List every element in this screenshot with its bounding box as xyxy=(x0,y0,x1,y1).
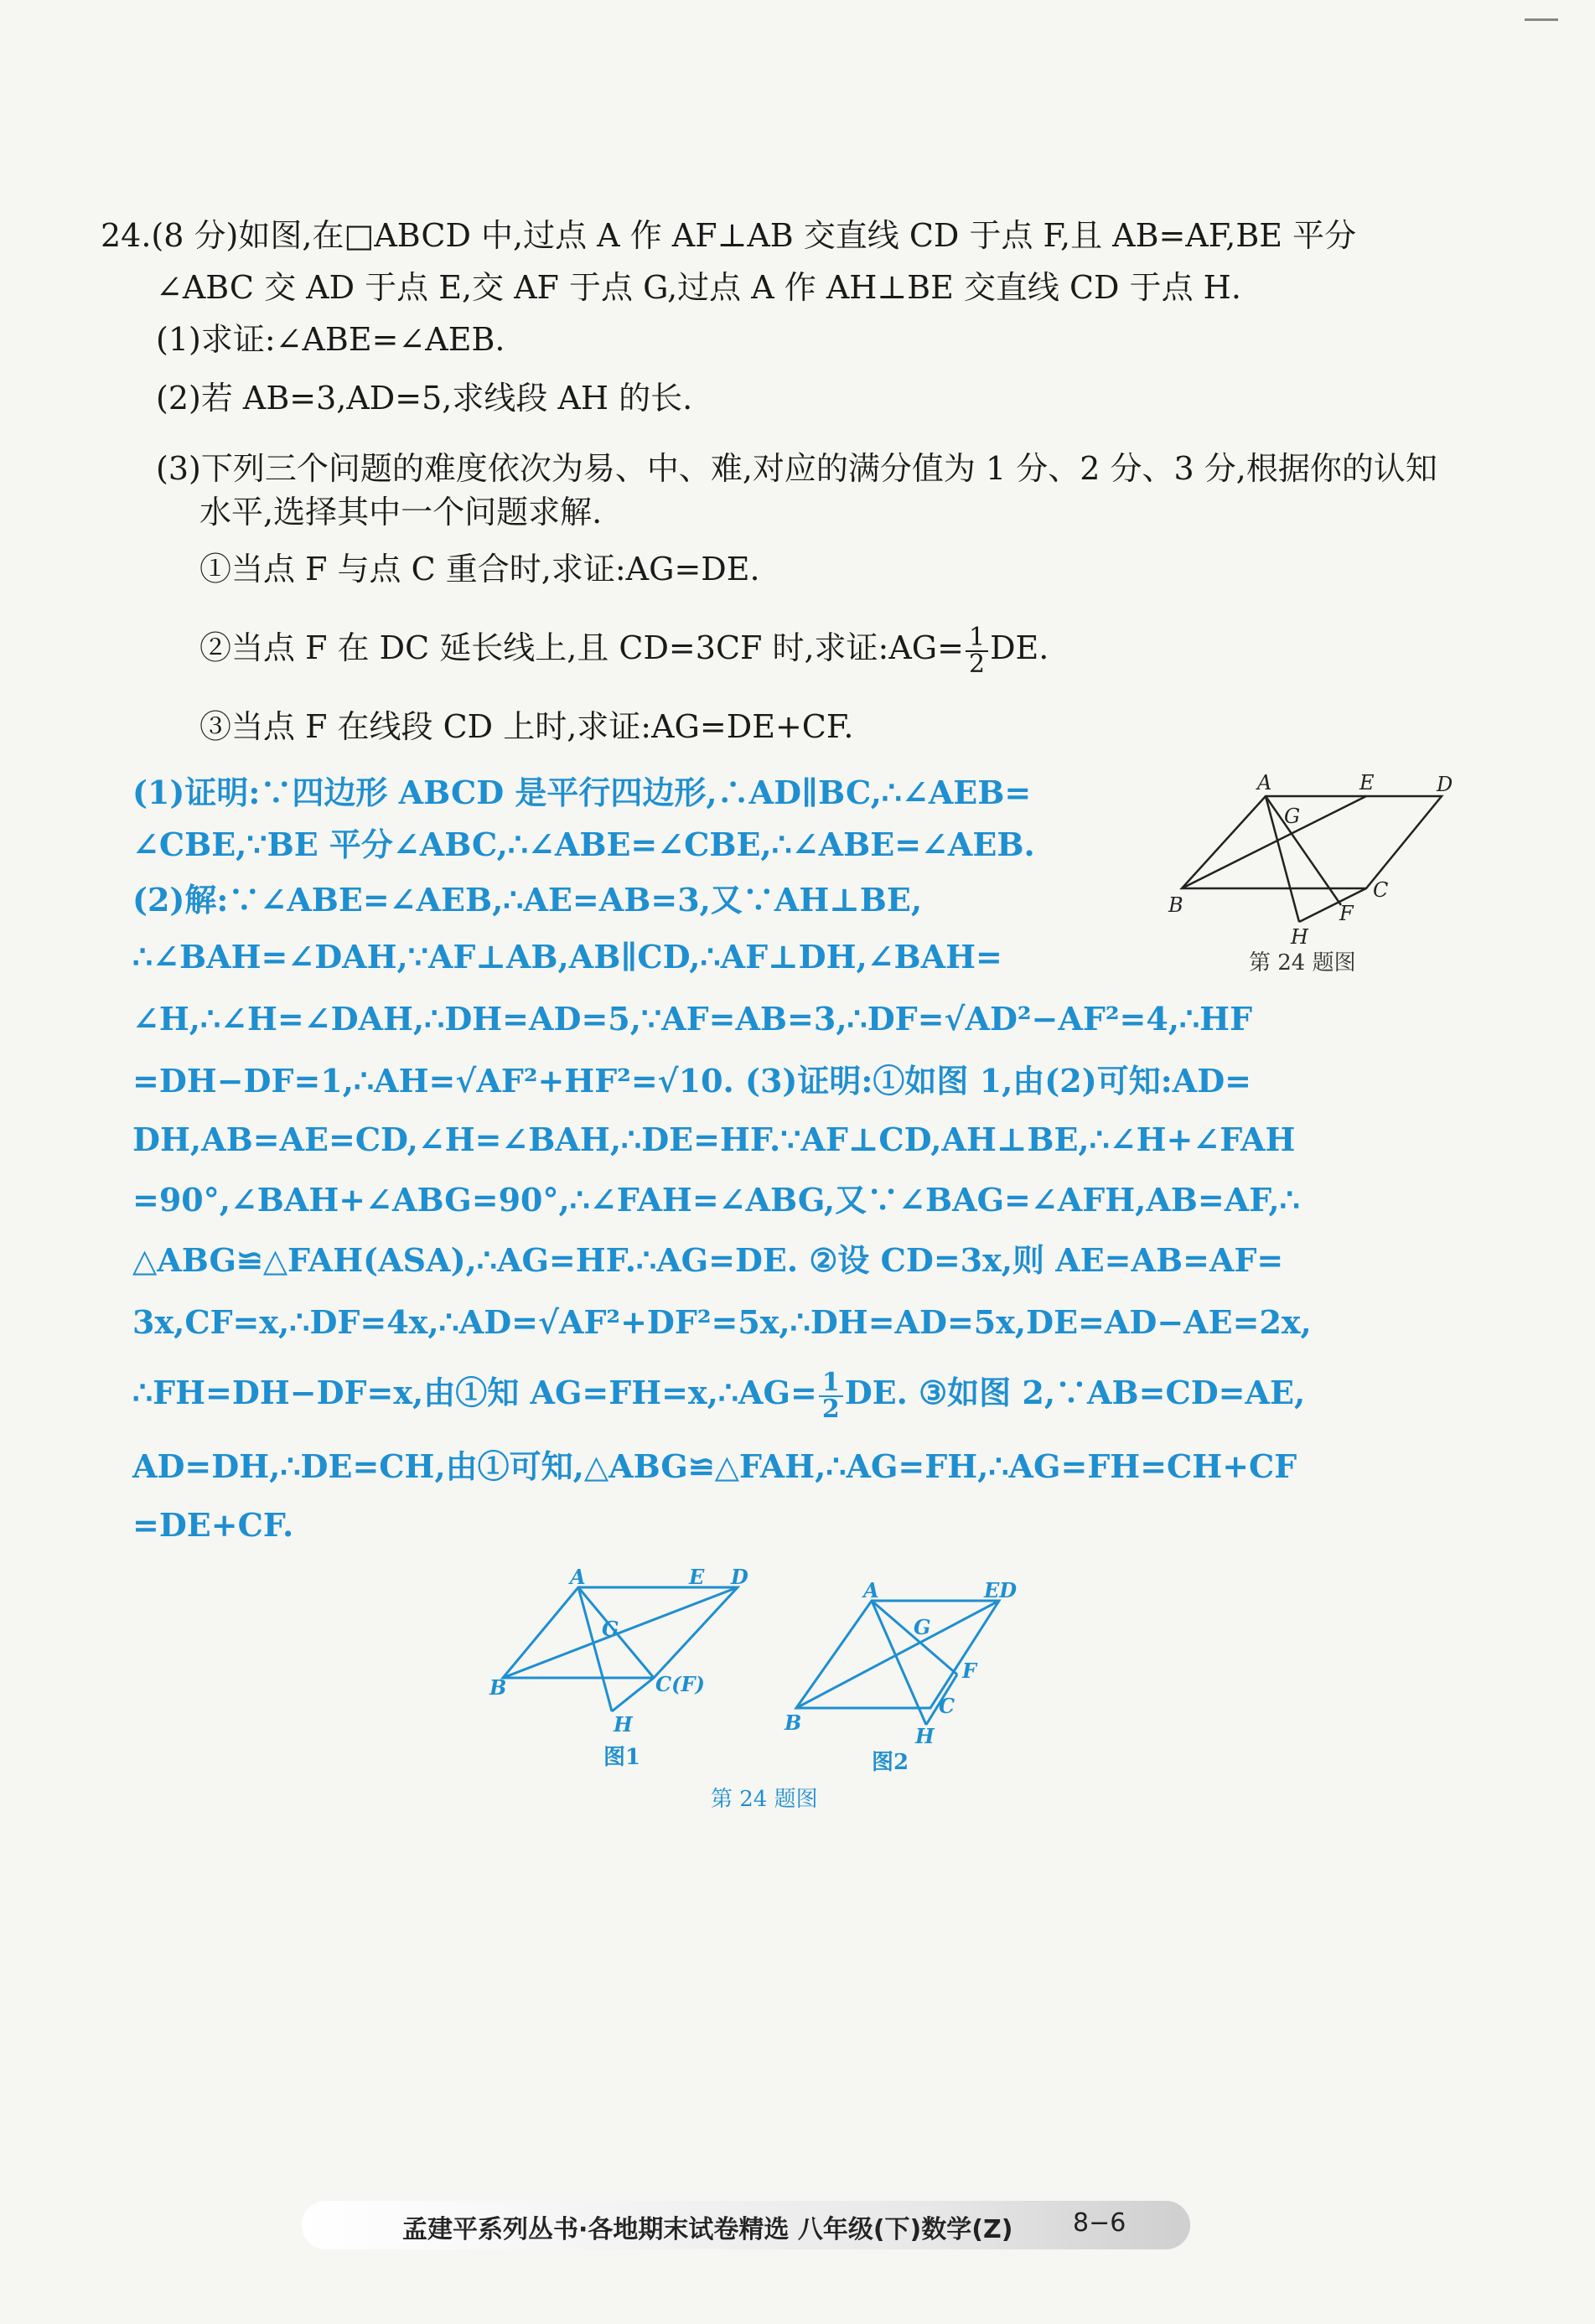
corner-mark xyxy=(1525,18,1558,21)
answer-line-10: 3x,CF=x,∴DF=4x,∴AD=√AF²+DF²=5x,∴DH=AD=5x,DE=AD−AE=2x, xyxy=(132,1303,1312,1341)
fig1-label-e: E xyxy=(689,1569,705,1589)
figure-1 xyxy=(478,1569,763,1737)
answer-line-13: =DE+CF. xyxy=(132,1506,294,1544)
fig1-label-g: G xyxy=(602,1617,619,1641)
main-label-b: B xyxy=(1168,893,1183,917)
answer-line-2: ∠CBE,∵BE 平分∠ABC,∴∠ABE=∠CBE,∴∠ABE=∠AEB. xyxy=(132,826,1035,863)
main-figure-caption: 第 24 题图 xyxy=(1249,950,1356,976)
footer-series: 孟建平系列丛书·各地期末试卷精选 八年级(下)数学(Z) xyxy=(402,2215,1013,2244)
question-part-1: (1)求证:∠ABE=∠AEB. xyxy=(156,321,505,358)
main-label-g: G xyxy=(1284,805,1301,828)
answer-line-6: =DH−DF=1,∴AH=√AF²+HF²=√10. (3)证明:①如图 1,由(2)可知:AD= xyxy=(132,1062,1252,1100)
answer-line-8: =90°,∠BAH+∠ABG=90°,∴∠FAH=∠ABG,又∵∠BAG=∠AFH,AB=AF,∴ xyxy=(132,1181,1300,1219)
answer-line-9: △ABG≌△FAH(ASA),∴AG=HF.∴AG=DE. ②设 CD=3x,则 AE=AB=AF= xyxy=(132,1241,1284,1279)
figure-2 xyxy=(779,1582,1031,1750)
fig1-label-b: B xyxy=(489,1675,507,1700)
fraction-half: $\frac{1}{2}$ xyxy=(966,625,988,677)
main-label-d: D xyxy=(1437,773,1453,796)
fig2-label-g: G xyxy=(914,1615,931,1639)
question-line-2: ∠ABC 交 AD 于点 E,交 AF 于点 G,过点 A 作 AH⊥BE 交直线 CD 于点 H. xyxy=(156,269,1241,306)
answer-line-1: (1)证明:∵四边形 ABCD 是平行四边形,∴AD∥BC,∴∠AEB= xyxy=(132,774,1032,811)
main-label-a: A xyxy=(1257,771,1272,795)
sub-question-2: ②当点 F 在 DC 延长线上,且 CD=3CF 时,求证:AG= $\frac{1}{2}$ DE. xyxy=(199,622,1049,679)
figure-1-caption: 图1 xyxy=(603,1745,641,1770)
figure-2-caption: 图2 xyxy=(872,1750,909,1775)
fig2-label-c: C xyxy=(939,1694,955,1718)
answer-fraction-half: $\frac{1}{2}$ xyxy=(819,1370,843,1422)
main-label-c: C xyxy=(1373,878,1389,902)
question-part-3: (3)下列三个问题的难度依次为易、中、难,对应的满分值为 1 分、2 分、3 分,根据你的认知 xyxy=(156,450,1437,487)
fig2-label-b: B xyxy=(785,1711,802,1735)
fig2-label-ed: ED xyxy=(984,1582,1018,1602)
fig2-label-h: H xyxy=(915,1724,935,1748)
page-number: 8−6 xyxy=(1073,2208,1126,2238)
answer-line-4: ∴∠BAH=∠DAH,∵AF⊥AB,AB∥CD,∴AF⊥DH,∠BAH= xyxy=(132,938,1002,976)
answer-line-11: ∴FH=DH−DF=x,由①知 AG=FH=x,∴AG= $\frac{1}{2}$ DE. ③如图 2,∵AB=CD=AE, xyxy=(132,1367,1306,1424)
question-part-2: (2)若 AB=3,AD=5,求线段 AH 的长. xyxy=(156,380,693,417)
sub-question-1: ①当点 F 与点 C 重合时,求证:AG=DE. xyxy=(199,551,760,587)
fig1-label-d: D xyxy=(731,1569,748,1589)
fig2-label-a: A xyxy=(863,1582,879,1602)
bottom-figure-caption: 第 24 题图 xyxy=(711,1787,818,1812)
fig2-label-f: F xyxy=(962,1659,977,1683)
main-label-f: F xyxy=(1339,902,1354,925)
sub-question-3: ③当点 F 在线段 CD 上时,求证:AG=DE+CF. xyxy=(199,708,854,745)
fig1-label-h: H xyxy=(614,1712,633,1737)
main-label-h: H xyxy=(1291,925,1308,947)
answer-line-3: (2)解:∵∠ABE=∠AEB,∴AE=AB=3,又∵AH⊥BE, xyxy=(132,881,923,919)
question-line-1: 24.(8 分)如图,在□ABCD 中,过点 A 作 AF⊥AB 交直线 CD 于点 F,且 AB=AF,BE 平分 xyxy=(101,217,1357,254)
fig1-label-a: A xyxy=(570,1569,586,1589)
answer-line-5: ∠H,∴∠H=∠DAH,∴DH=AD=5,∵AF=AB=3,∴DF=√AD²−AF²=4,∴HF xyxy=(132,1000,1253,1038)
answer-line-7: DH,AB=AE=CD,∠H=∠BAH,∴DE=HF.∵AF⊥CD,AH⊥BE,∴∠H+∠FAH xyxy=(132,1121,1296,1158)
fig1-label-cf: C(F) xyxy=(655,1672,705,1696)
answer-line-12: AD=DH,∴DE=CH,由①可知,△ABG≌△FAH,∴AG=FH,∴AG=FH=CH+CF xyxy=(132,1447,1297,1485)
main-label-e: E xyxy=(1359,771,1375,795)
question-part-3-cont: 水平,选择其中一个问题求解. xyxy=(199,494,603,531)
